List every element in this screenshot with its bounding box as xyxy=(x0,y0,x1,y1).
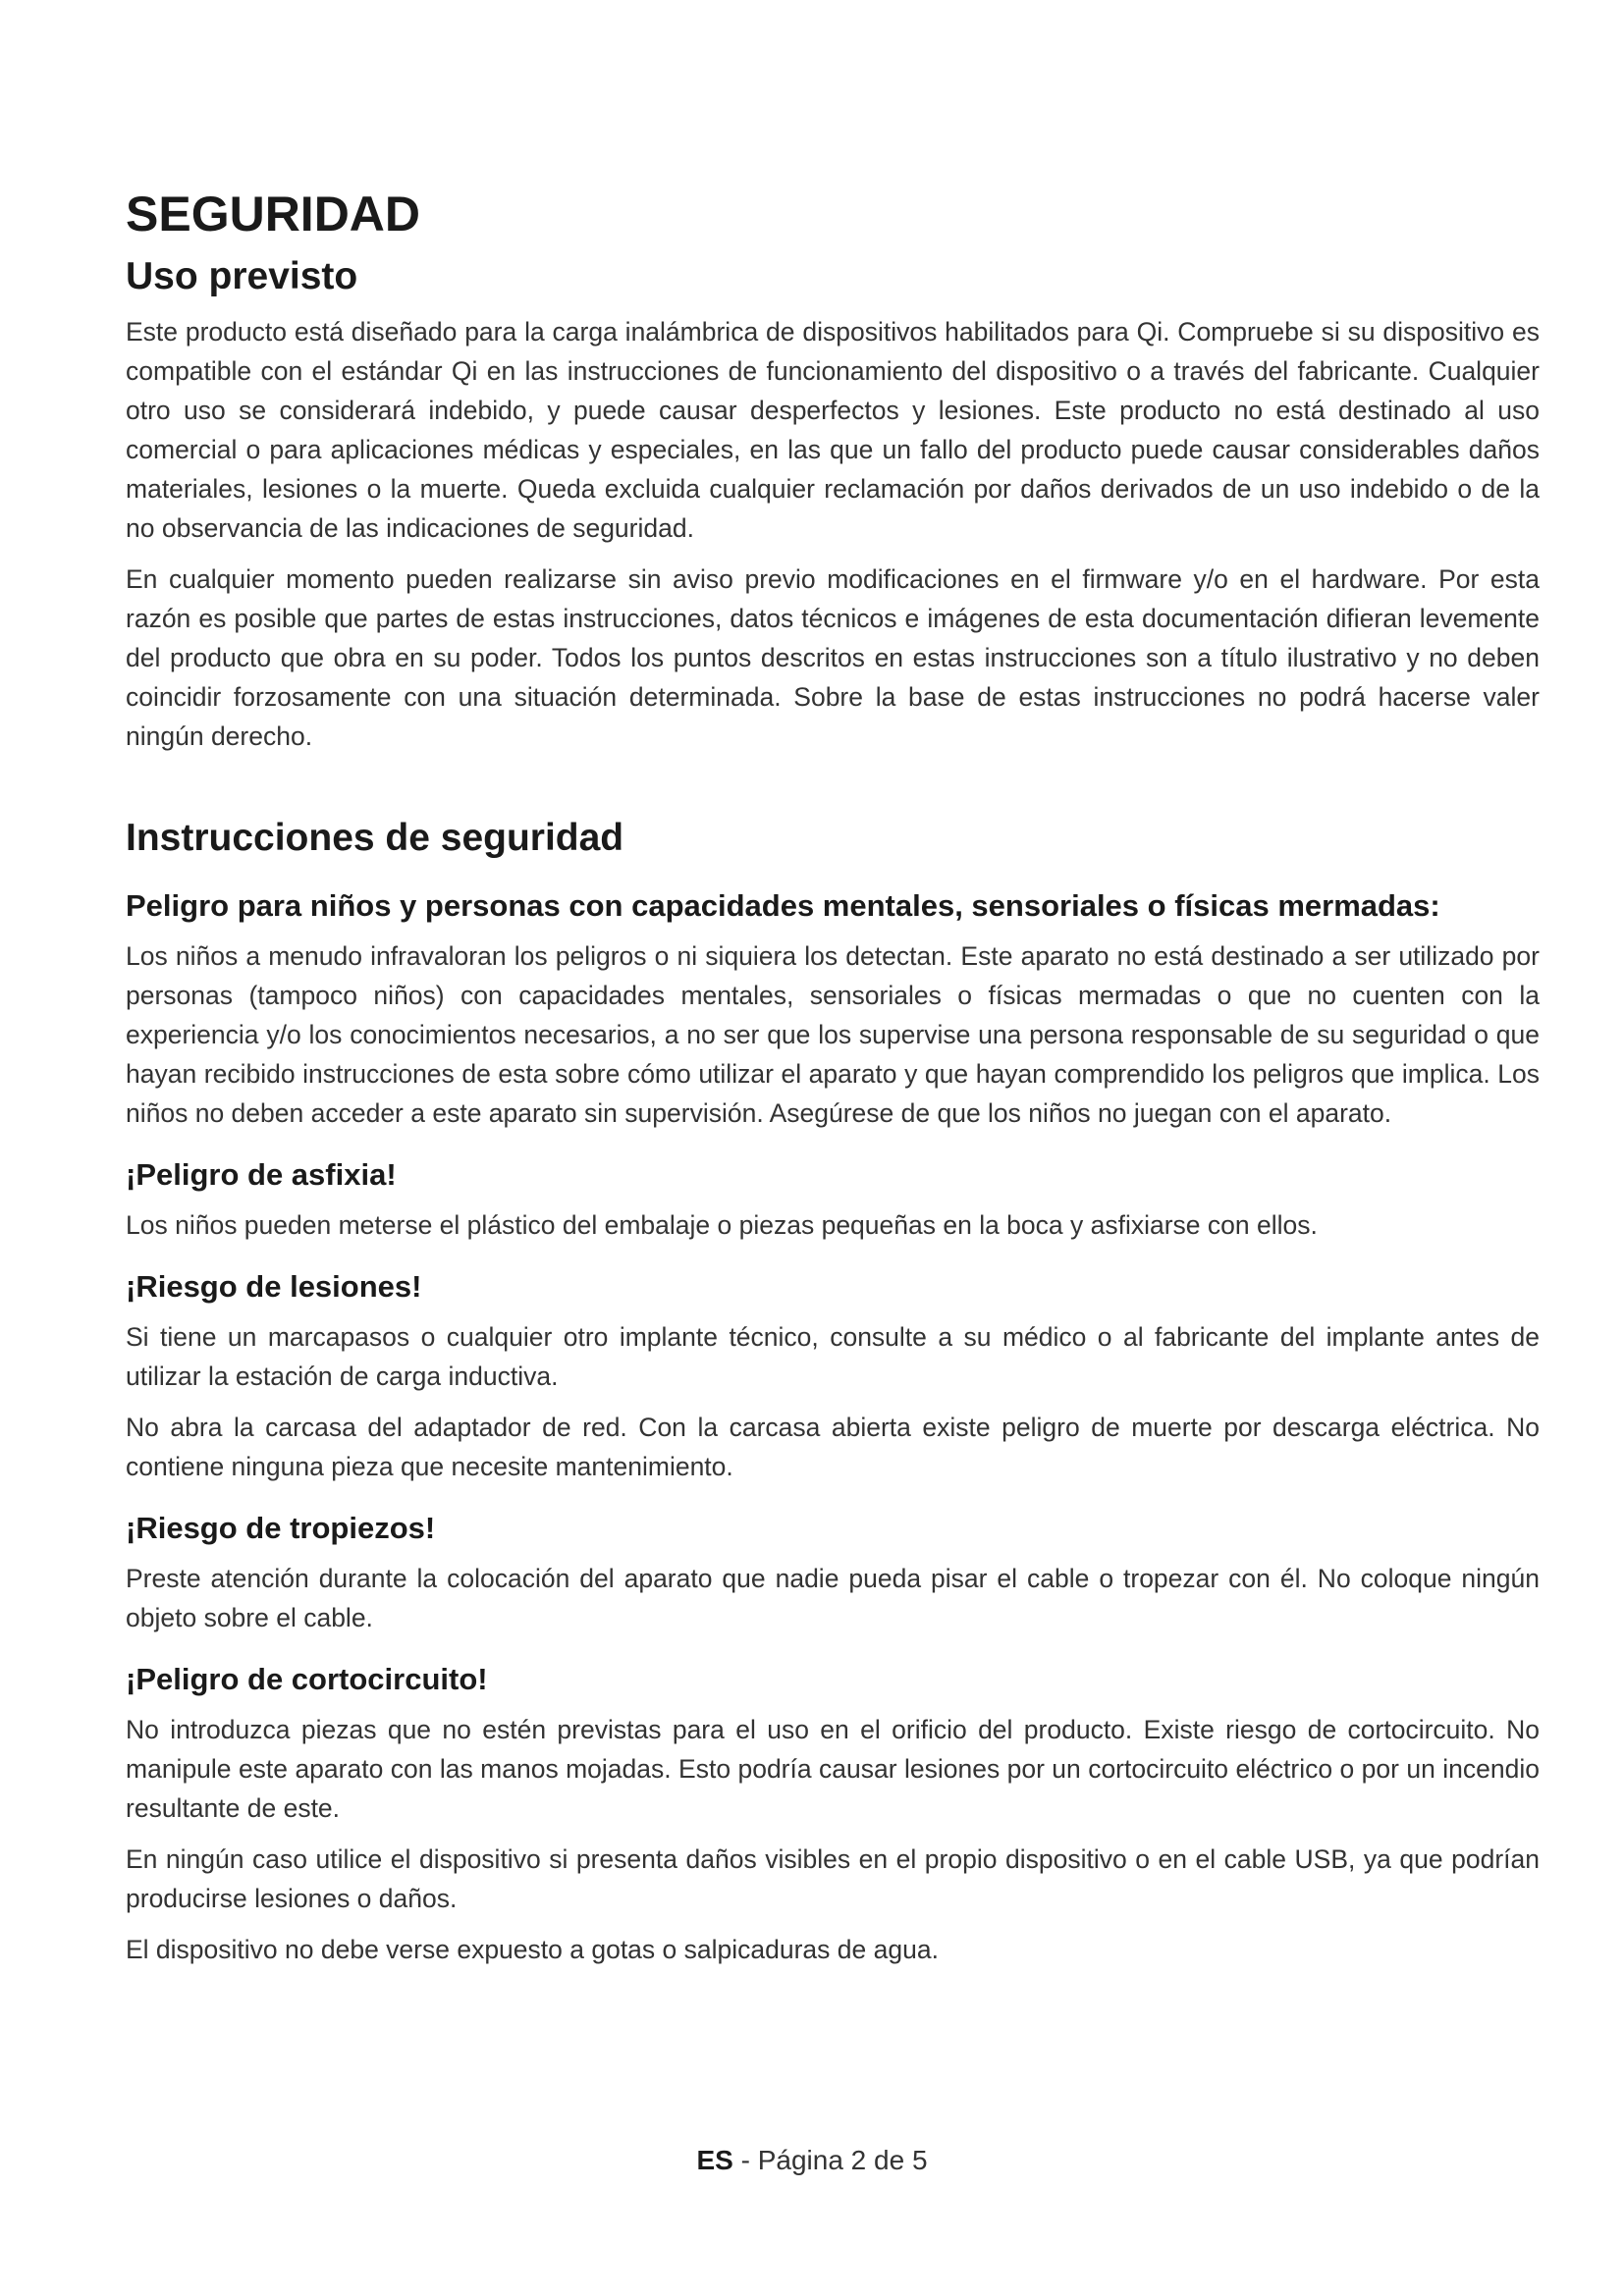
short-circuit-heading: ¡Peligro de cortocircuito! xyxy=(126,1662,488,1696)
suffocation-hazard-paragraph: Los niños pueden meterse el plástico del embalaje o piezas pequeñas en la boca y asfixiarse con ellos. xyxy=(126,1210,1318,1240)
injury-risk-paragraph-2: No abra la carcasa del adaptador de red. Con la carcasa abierta existe peligro de muerte por descarga eléctrica. No contiene ninguna pieza que necesite mantenimiento. xyxy=(126,1413,1540,1481)
children-hazard-heading: Peligro para niños y personas con capacidades mentales, sensoriales o físicas mermadas: xyxy=(126,888,1440,923)
short-circuit-paragraph-3: El dispositivo no debe verse expuesto a gotas o salpicaduras de agua. xyxy=(126,1935,939,1964)
injury-risk-heading: ¡Riesgo de lesiones! xyxy=(126,1269,422,1304)
document-page xyxy=(126,183,1540,1969)
page-footer xyxy=(0,2145,1624,2176)
safety-instructions-heading: Instrucciones de seguridad xyxy=(126,817,624,859)
short-circuit-paragraph-2: En ningún caso utilice el dispositivo si presenta daños visibles en el propio dispositivo o en el cable USB, ya que podrían producirse lesiones o daños. xyxy=(126,1844,1540,1913)
tripping-risk-heading: ¡Riesgo de tropiezos! xyxy=(126,1511,436,1545)
children-hazard-paragraph: Los niños a menudo infravaloran los peligros o ni siquiera los detectan. Este aparato no está destinado a ser utilizado por personas (tampoco niños) con capacidades mentales, sensoriales o físicas mermadas o que no cuenten con la experiencia y/o los conocimientos necesarios, a no ser que los supervise una persona responsable de su seguridad o que hayan recibido instrucciones de esta sobre cómo utilizar el aparato y que hayan comprendido los peligros que implica. Los niños no deben acceder a este aparato sin supervisión. Asegúrese de que los niños no juegan con el aparato. xyxy=(126,941,1540,1128)
intended-use-heading: Uso previsto xyxy=(126,255,358,297)
language-code: ES xyxy=(696,2145,733,2175)
short-circuit-paragraph-1: No introduzca piezas que no estén previstas para el uso en el orificio del producto. Existe riesgo de cortocircuito. No manipule este aparato con las manos mojadas. Esto podría causar lesiones por un cortocircuito eléctrico o por un incendio resultante de este. xyxy=(126,1715,1540,1823)
tripping-risk-paragraph: Preste atención durante la colocación del aparato que nadie pueda pisar el cable o tropezar con él. No coloque ningún objeto sobre el cable. xyxy=(126,1564,1540,1632)
suffocation-hazard-heading: ¡Peligro de asfixia! xyxy=(126,1157,397,1192)
page-number: - Página 2 de 5 xyxy=(732,2145,928,2175)
intended-use-paragraph-1: Este producto está diseñado para la carga inalámbrica de dispositivos habilitados para Qi. Compruebe si su dispositivo es compatible con el estándar Qi en las instrucciones de funcionamiento del dispositivo o a través del fabricante. Cualquier otro uso se considerará indebido, y puede causar desperfectos y lesiones. Este producto no está destinado al uso comercial o para aplicaciones médicas y especiales, en las que un fallo del producto puede causar considerables daños materiales, lesiones o la muerte. Queda excluida cualquier reclamación por daños derivados de un uso indebido o de la no observancia de las indicaciones de seguridad. xyxy=(126,317,1540,543)
injury-risk-paragraph-1: Si tiene un marcapasos o cualquier otro implante técnico, consulte a su médico o al fabricante del implante antes de utilizar la estación de carga inductiva. xyxy=(126,1322,1540,1391)
intended-use-paragraph-2: En cualquier momento pueden realizarse sin aviso previo modificaciones en el firmware y/o en el hardware. Por esta razón es posible que partes de estas instrucciones, datos técnicos e imágenes de esta documentación difieran levemente del producto que obra en su poder. Todos los puntos descritos en estas instrucciones son a título ilustrativo y no deben coincidir forzosamente con una situación determinada. Sobre la base de estas instrucciones no podrá hacerse valer ningún derecho. xyxy=(126,564,1540,751)
document-title: SEGURIDAD xyxy=(126,187,421,241)
